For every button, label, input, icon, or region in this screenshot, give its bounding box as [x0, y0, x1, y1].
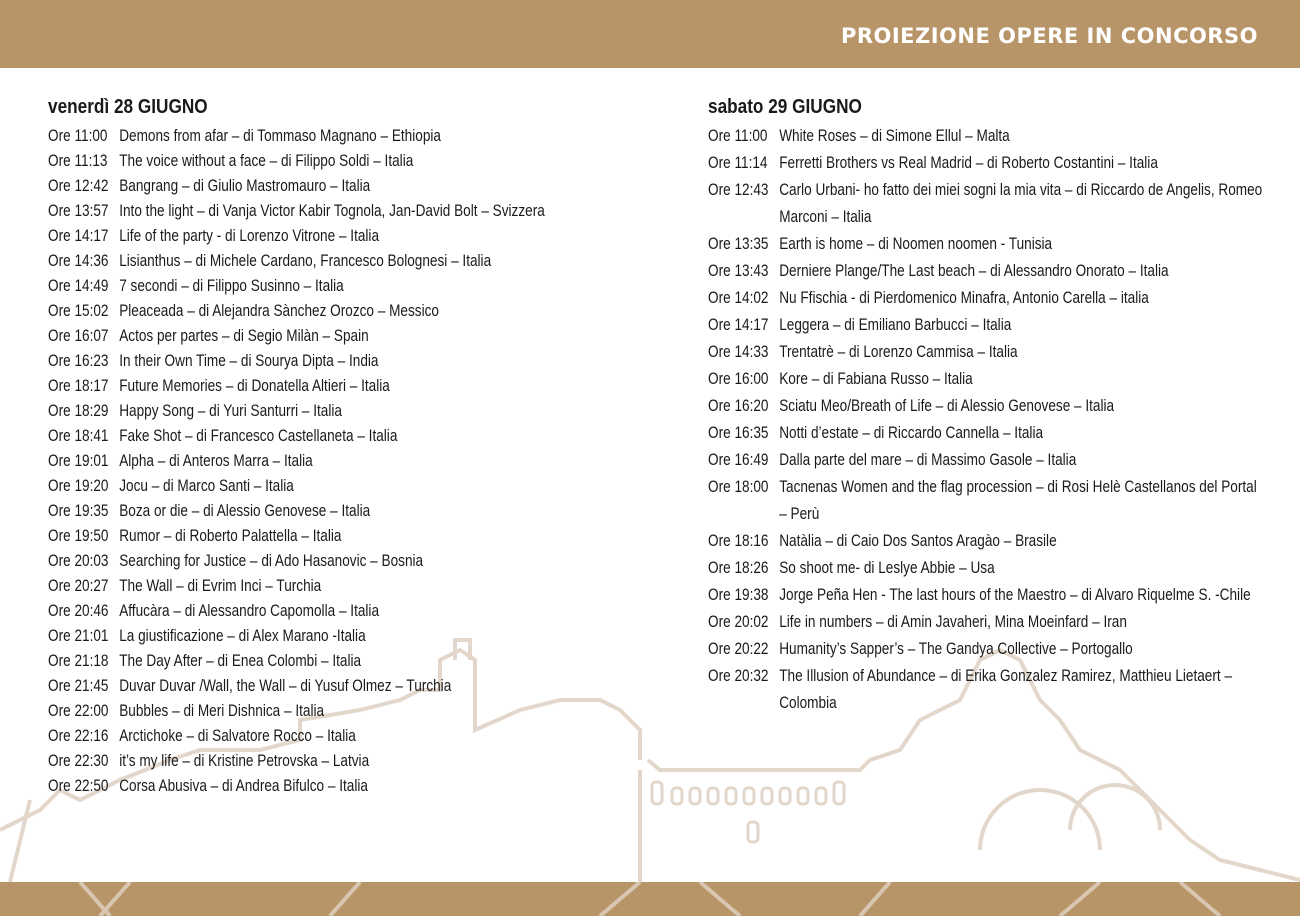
film-description: Into the light – di Vanja Victor Kabir Tognola, Jan-David Bolt – Svizzera	[119, 201, 545, 220]
schedule-row	[708, 257, 1268, 284]
schedule-row	[48, 123, 648, 148]
schedule-row	[48, 748, 648, 773]
screening-time: Ore 15:02	[48, 301, 109, 320]
schedule-row	[48, 173, 648, 198]
screening-time: Ore 20:02	[708, 612, 769, 631]
film-description: Trentatrè – di Lorenzo Cammisa – Italia	[779, 342, 1018, 361]
screening-time: Ore 12:42	[48, 176, 109, 195]
schedule-row	[708, 338, 1268, 365]
footer-band	[0, 882, 1300, 916]
film-description: Alpha – di Anteros Marra – Italia	[119, 451, 313, 470]
film-description: Rumor – di Roberto Palattella – Italia	[119, 526, 342, 545]
screening-time: Ore 18:00	[708, 477, 769, 496]
screening-time: Ore 19:50	[48, 526, 109, 545]
film-description: Boza or die – di Alessio Genovese – Italia	[119, 501, 371, 520]
film-description: Arctichoke – di Salvatore Rocco – Italia	[119, 726, 356, 745]
schedule-row	[708, 419, 1268, 446]
film-description: So shoot me- di Leslye Abbie – Usa	[779, 558, 995, 577]
film-description: Actos per partes – di Segio Milàn – Spain	[119, 326, 369, 345]
screening-time: Ore 16:23	[48, 351, 109, 370]
screening-time: Ore 22:00	[48, 701, 109, 720]
screening-time: Ore 11:00	[48, 126, 108, 145]
film-description: Jocu – di Marco Santi – Italia	[119, 476, 294, 495]
screening-time: Ore 11:13	[48, 151, 108, 170]
screening-time: Ore 18:41	[48, 426, 109, 445]
header-band	[0, 0, 1300, 68]
film-description: Earth is home – di Noomen noomen - Tunisia	[779, 234, 1053, 253]
schedule-row	[48, 723, 648, 748]
schedule-row	[48, 498, 648, 523]
screening-time: Ore 13:57	[48, 201, 109, 220]
film-description: Bubbles – di Meri Dishnica – Italia	[119, 701, 325, 720]
schedule-row	[708, 311, 1268, 338]
screening-time: Ore 20:03	[48, 551, 109, 570]
film-description: Nu Ffischia - di Pierdomenico Minafra, Antonio Carella – italia	[779, 288, 1149, 307]
film-description: The Day After – di Enea Colombi – Italia	[119, 651, 362, 670]
screening-time: Ore 19:35	[48, 501, 109, 520]
film-description: Bangrang – di Giulio Mastromauro – Italia	[119, 176, 371, 195]
screening-time: Ore 13:35	[708, 234, 769, 253]
schedule-row	[48, 698, 648, 723]
film-description: 7 secondi – di Filippo Susinno – Italia	[119, 276, 344, 295]
screening-time: Ore 21:18	[48, 651, 109, 670]
film-description: Future Memories – di Donatella Altieri – Italia	[119, 376, 390, 395]
film-description: Demons from afar – di Tommaso Magnano – Ethiopia	[119, 126, 441, 145]
screening-time: Ore 20:32	[708, 666, 769, 685]
schedule-row	[48, 223, 648, 248]
schedule-row	[48, 323, 648, 348]
schedule-row	[48, 648, 648, 673]
schedule-row	[708, 176, 1268, 230]
schedule-row	[708, 392, 1268, 419]
film-description: Ferretti Brothers vs Real Madrid – di Roberto Costantini – Italia	[779, 153, 1158, 172]
screening-time: Ore 14:33	[708, 342, 769, 361]
schedule-row	[708, 149, 1268, 176]
schedule-day-1	[48, 96, 648, 798]
day-heading: sabato 29 GIUGNO	[708, 96, 862, 118]
film-description: Kore – di Fabiana Russo – Italia	[779, 369, 973, 388]
film-description: Leggera – di Emiliano Barbucci – Italia	[779, 315, 1012, 334]
film-description: The voice without a face – di Filippo Soldi – Italia	[119, 151, 414, 170]
schedule-row	[48, 598, 648, 623]
schedule-row	[708, 581, 1268, 608]
screening-time: Ore 20:22	[708, 639, 769, 658]
schedule-row	[708, 554, 1268, 581]
schedule-row	[48, 198, 648, 223]
screening-time: Ore 20:46	[48, 601, 109, 620]
film-description: Life in numbers – di Amin Javaheri, Mina Moeinfard – Iran	[779, 612, 1127, 631]
schedule-row	[48, 673, 648, 698]
day-heading: venerdì 28 GIUGNO	[48, 96, 208, 118]
screening-time: Ore 16:00	[708, 369, 769, 388]
schedule-row	[708, 446, 1268, 473]
schedule-row	[708, 527, 1268, 554]
schedule-row	[48, 348, 648, 373]
screening-time: Ore 12:43	[708, 180, 769, 199]
schedule-row	[708, 365, 1268, 392]
film-description: Duvar Duvar /Wall, the Wall – di Yusuf Olmez – Turchia	[119, 676, 452, 695]
schedule-row	[48, 523, 648, 548]
film-description: Dalla parte del mare – di Massimo Gasole – Italia	[779, 450, 1077, 469]
film-description: Happy Song – di Yuri Santurri – Italia	[119, 401, 342, 420]
schedule-row	[708, 635, 1268, 662]
film-description: The Wall – di Evrim Inci – Turchia	[119, 576, 322, 595]
film-description: Corsa Abusiva – di Andrea Bifulco – Italia	[119, 776, 368, 795]
schedule-list	[708, 122, 1268, 716]
schedule-row	[48, 473, 648, 498]
screening-time: Ore 14:36	[48, 251, 109, 270]
film-description: Pleaceada – di Alejandra Sànchez Orozco – Messico	[119, 301, 439, 320]
film-description: Jorge Peña Hen - The last hours of the Maestro – di Alvaro Riquelme S. -Chile	[779, 585, 1251, 604]
film-description: Life of the party - di Lorenzo Vitrone – Italia	[119, 226, 380, 245]
screening-time: Ore 18:29	[48, 401, 109, 420]
screening-time: Ore 18:26	[708, 558, 769, 577]
film-description: Natàlia – di Caio Dos Santos Aragào – Brasile	[779, 531, 1057, 550]
schedule-row	[48, 623, 648, 648]
schedule-row	[708, 473, 1268, 527]
film-description: Carlo Urbani- ho fatto dei miei sogni la mia vita – di Riccardo de Angelis, Romeo Marconi – Italia	[779, 180, 1263, 226]
screening-time: Ore 19:38	[708, 585, 769, 604]
film-description: Tacnenas Women and the flag procession – di Rosi Helè Castellanos del Portal – Perù	[779, 477, 1257, 523]
schedule-row	[48, 248, 648, 273]
screening-time: Ore 11:14	[708, 153, 768, 172]
schedule-row	[48, 448, 648, 473]
screening-time: Ore 14:17	[708, 315, 769, 334]
page-title: PROIEZIONE OPERE IN CONCORSO	[840, 24, 1258, 48]
film-description: it’s my life – di Kristine Petrovska – Latvia	[119, 751, 370, 770]
schedule-row	[708, 662, 1268, 716]
schedule-row	[708, 122, 1268, 149]
film-description: La giustificazione – di Alex Marano -Italia	[119, 626, 366, 645]
screening-time: Ore 22:16	[48, 726, 109, 745]
screening-time: Ore 16:35	[708, 423, 769, 442]
screening-time: Ore 18:16	[708, 531, 769, 550]
screening-time: Ore 22:30	[48, 751, 109, 770]
screening-time: Ore 14:49	[48, 276, 109, 295]
film-description: In their Own Time – di Sourya Dipta – India	[119, 351, 379, 370]
schedule-row	[708, 230, 1268, 257]
schedule-row	[48, 773, 648, 798]
film-description: Derniere Plange/The Last beach – di Alessandro Onorato – Italia	[779, 261, 1169, 280]
film-description: Notti d’estate – di Riccardo Cannella – Italia	[779, 423, 1044, 442]
screening-time: Ore 16:07	[48, 326, 109, 345]
film-description: Humanity’s Sapper’s – The Gandya Collective – Portogallo	[779, 639, 1133, 658]
film-description: Lisianthus – di Michele Cardano, Francesco Bolognesi – Italia	[119, 251, 492, 270]
screening-time: Ore 13:43	[708, 261, 769, 280]
film-description: The Illusion of Abundance – di Erika Gonzalez Ramirez, Matthieu Lietaert – Colombia	[779, 666, 1233, 712]
film-description: Sciatu Meo/Breath of Life – di Alessio Genovese – Italia	[779, 396, 1115, 415]
screening-time: Ore 11:00	[708, 126, 768, 145]
schedule-day-2	[708, 96, 1268, 716]
schedule-row	[708, 608, 1268, 635]
screening-time: Ore 21:45	[48, 676, 109, 695]
schedule-row	[48, 548, 648, 573]
film-description: White Roses – di Simone Ellul – Malta	[779, 126, 1010, 145]
footer-pattern	[0, 882, 1300, 916]
screening-time: Ore 14:02	[708, 288, 769, 307]
schedule-row	[48, 398, 648, 423]
film-description: Affucàra – di Alessandro Capomolla – Italia	[119, 601, 380, 620]
schedule-row	[48, 423, 648, 448]
film-description: Fake Shot – di Francesco Castellaneta – Italia	[119, 426, 398, 445]
screening-time: Ore 19:01	[48, 451, 109, 470]
schedule-row	[48, 273, 648, 298]
schedule-row	[48, 373, 648, 398]
screening-time: Ore 14:17	[48, 226, 109, 245]
film-description: Searching for Justice – di Ado Hasanovic – Bosnia	[119, 551, 424, 570]
schedule-row	[48, 298, 648, 323]
schedule-row	[48, 148, 648, 173]
screening-time: Ore 18:17	[48, 376, 109, 395]
schedule-list	[48, 123, 648, 798]
screening-time: Ore 20:27	[48, 576, 109, 595]
schedule-row	[708, 284, 1268, 311]
screening-time: Ore 16:20	[708, 396, 769, 415]
screening-time: Ore 19:20	[48, 476, 109, 495]
screening-time: Ore 22:50	[48, 776, 109, 795]
screening-time: Ore 16:49	[708, 450, 769, 469]
schedule-row	[48, 573, 648, 598]
screening-time: Ore 21:01	[48, 626, 109, 645]
